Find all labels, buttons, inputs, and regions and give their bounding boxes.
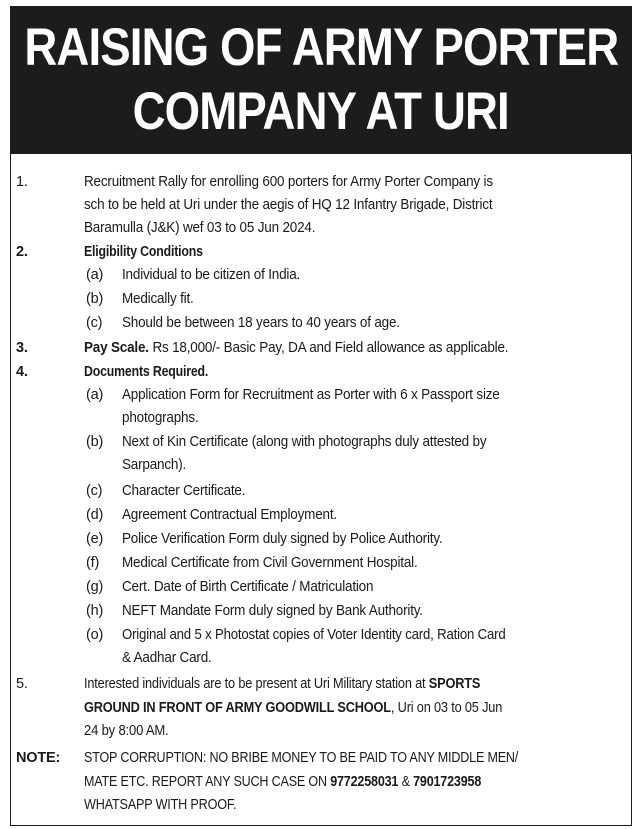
- eligibility-heading: Eligibility Conditions: [84, 244, 203, 260]
- item-5-line-1: [84, 674, 480, 694]
- item-2-number: 2.: [16, 244, 28, 260]
- item-5-number: 5.: [16, 676, 28, 692]
- doc-c-text: Character Certificate.: [122, 483, 246, 499]
- doc-h-text: NEFT Mandate Form duly signed by Bank Authority.: [122, 603, 423, 619]
- item-4-number: 4.: [16, 364, 28, 380]
- doc-a-line-2: photographs.: [122, 410, 199, 426]
- note-label: NOTE:: [16, 750, 61, 766]
- doc-e-label: (e): [86, 531, 104, 547]
- item-5-line-3: 24 by 8:00 AM.: [84, 723, 169, 739]
- title-line-2: COMPANY AT URI: [132, 82, 510, 141]
- eligibility-a-label: (a): [86, 267, 104, 283]
- doc-a-line-1: Application Form for Recruitment as Porter with 6 x Passport size: [122, 387, 500, 403]
- note-line-2: [84, 772, 481, 792]
- doc-g-label: (g): [86, 579, 104, 595]
- doc-a-label: (a): [86, 387, 104, 403]
- title-line-1: RAISING OF ARMY PORTER: [24, 18, 618, 77]
- note-line-2-text: MATE ETC. REPORT ANY SUCH CASE ON: [84, 774, 327, 790]
- header-banner: [10, 6, 632, 154]
- doc-o-label: (o): [86, 627, 104, 643]
- phone-number-2: 7901723958: [413, 774, 482, 790]
- doc-o-line-1: Original and 5 x Photostat copies of Voter Identity card, Ration Card: [122, 627, 506, 643]
- note-line-3: WHATSAPP WITH PROOF.: [84, 797, 237, 813]
- doc-g-text: Cert. Date of Birth Certificate / Matriculation: [122, 579, 374, 595]
- pay-scale-text: Rs 18,000/- Basic Pay, DA and Field allowance as applicable.: [152, 340, 509, 356]
- doc-e-text: Police Verification Form duly signed by Police Authority.: [122, 531, 443, 547]
- doc-d-label: (d): [86, 507, 104, 523]
- ampersand: &: [401, 774, 410, 790]
- eligibility-c-text: Should be between 18 years to 40 years of age.: [122, 315, 400, 331]
- doc-f-text: Medical Certificate from Civil Government Hospital.: [122, 555, 418, 571]
- pay-scale-line: [84, 338, 508, 358]
- item-5-line-1-text: Interested individuals are to be present at Uri Military station at: [84, 676, 426, 692]
- doc-c-label: (c): [86, 483, 103, 499]
- item-5-date: , Uri on 03 to 05 Jun: [390, 700, 503, 716]
- item-5-venue-start: SPORTS: [428, 676, 481, 692]
- note-line-1: STOP CORRUPTION: NO BRIBE MONEY TO BE PAID TO ANY MIDDLE MEN/: [84, 750, 519, 766]
- eligibility-c-label: (c): [86, 315, 103, 331]
- doc-b-line-1: Next of Kin Certificate (along with photographs duly attested by: [122, 434, 487, 450]
- documents-heading: Documents Required.: [84, 364, 209, 380]
- phone-number-1: 9772258031: [330, 774, 399, 790]
- doc-b-line-2: Sarpanch).: [122, 457, 187, 473]
- item-5-line-2: [84, 698, 502, 718]
- pay-scale-heading: Pay Scale.: [84, 340, 149, 356]
- doc-h-label: (h): [86, 603, 104, 619]
- doc-o-line-2: & Aadhar Card.: [122, 650, 212, 666]
- item-1-number: 1.: [16, 174, 28, 190]
- eligibility-a-text: Individual to be citizen of India.: [122, 267, 301, 283]
- doc-d-text: Agreement Contractual Employment.: [122, 507, 337, 523]
- item-5-venue: GROUND IN FRONT OF ARMY GOODWILL SCHOOL: [84, 700, 391, 716]
- eligibility-b-text: Medically fit.: [122, 291, 194, 307]
- doc-b-label: (b): [86, 434, 104, 450]
- eligibility-b-label: (b): [86, 291, 104, 307]
- item-3-number: 3.: [16, 340, 28, 356]
- item-1-line-2: sch to be held at Uri under the aegis of HQ 12 Infantry Brigade, District: [84, 197, 493, 213]
- item-1-line-1: Recruitment Rally for enrolling 600 porters for Army Porter Company is: [84, 174, 493, 190]
- doc-f-label: (f): [86, 555, 100, 571]
- item-1-line-3: Baramulla (J&K) wef 03 to 05 Jun 2024.: [84, 220, 316, 236]
